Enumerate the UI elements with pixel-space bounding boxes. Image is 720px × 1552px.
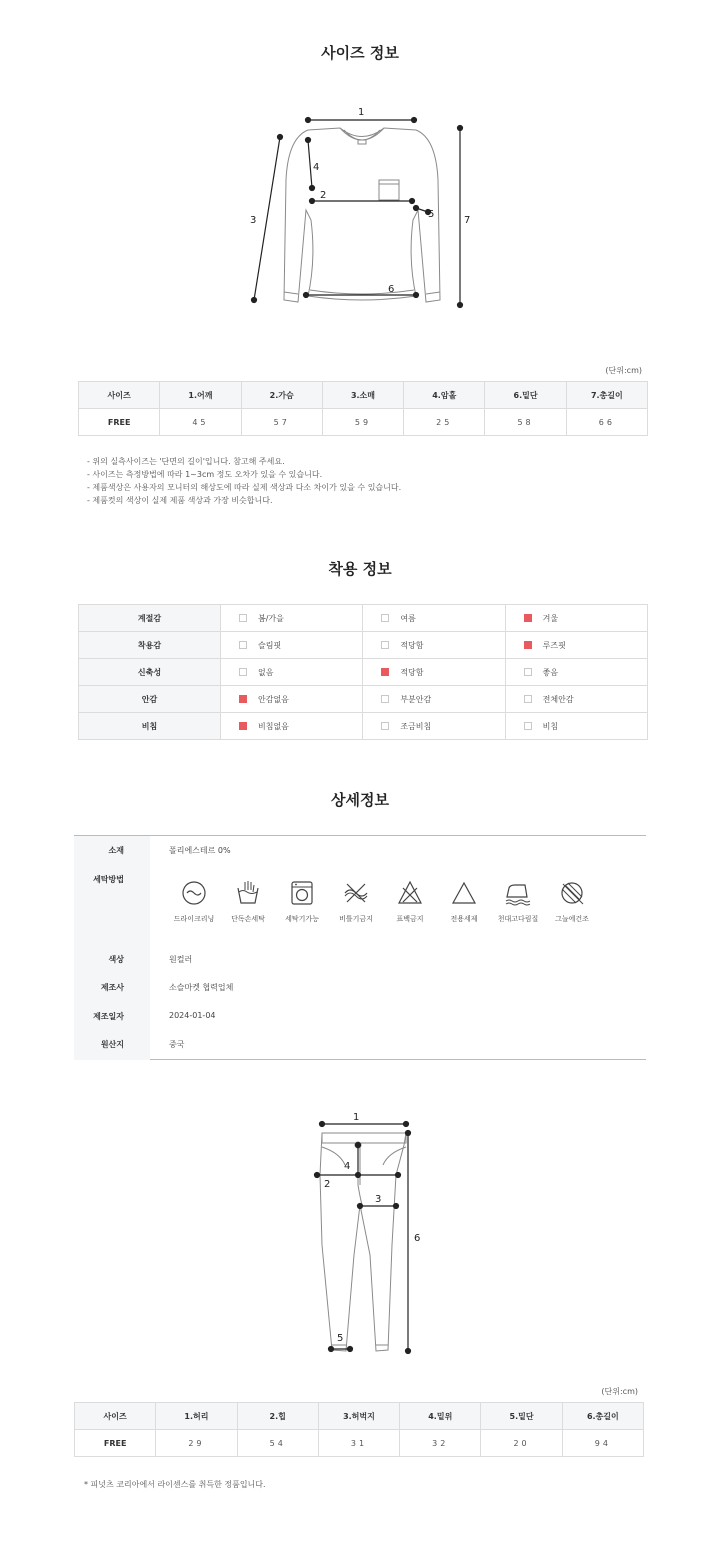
- checkbox-icon: [381, 722, 389, 730]
- license-footnote: * 피넛츠 코리아에서 라이센스를 취득한 정품입니다.: [84, 1480, 266, 1489]
- table-cell: 94: [562, 1430, 643, 1457]
- option-label: 전체안감: [542, 694, 574, 704]
- table-cell: 59: [322, 409, 403, 436]
- table-header-cell: 2.가슴: [241, 382, 322, 409]
- washing-machine-icon: [289, 880, 315, 906]
- table-cell: 25: [404, 409, 485, 436]
- fit-info-title: 착용 정보: [328, 560, 392, 578]
- wash-item-label: 천대고다림질: [497, 915, 539, 923]
- wash-item-label: 세탁기가능: [285, 915, 319, 923]
- fit-option: [221, 686, 363, 713]
- table-row: [75, 1430, 644, 1457]
- checkbox-checked-icon: [239, 695, 247, 703]
- hand-wash-icon: [235, 880, 261, 906]
- date-value: 2024-01-04: [169, 1011, 216, 1020]
- fit-option: [363, 632, 505, 659]
- fit-option: [363, 713, 505, 740]
- table-header-cell: 6.밑단: [485, 382, 566, 409]
- option-label: 적당함: [400, 667, 424, 677]
- table-header-cell: 6.총길이: [562, 1403, 643, 1430]
- detail-label-column: [74, 836, 150, 1060]
- wash-item: [330, 880, 382, 924]
- fit-option: [505, 605, 647, 632]
- wash-item: [222, 880, 274, 924]
- maker-label: 제조사: [100, 983, 124, 992]
- fit-row-fit: [79, 632, 648, 659]
- diagram-num-5: 5: [428, 209, 435, 220]
- fit-row-label: 신축성: [79, 659, 221, 686]
- fit-row-season: [79, 605, 648, 632]
- fit-row-lining: [79, 686, 648, 713]
- pants-num-6: 6: [414, 1233, 421, 1244]
- wash-item: [276, 880, 328, 924]
- fit-option: [505, 659, 647, 686]
- fit-option: [363, 605, 505, 632]
- wash-item: [384, 880, 436, 924]
- note-line: - 제품컷의 색상이 실제 제품 색상과 가장 비슷합니다.: [87, 496, 273, 505]
- checkbox-icon: [239, 614, 247, 622]
- table-header-row: [79, 382, 648, 409]
- shade-dry-icon: [559, 880, 585, 906]
- checkbox-checked-icon: [239, 722, 247, 730]
- top-size-table: [78, 381, 648, 436]
- material-value: 폴리에스테르 0%: [169, 846, 231, 855]
- option-label: 좋음: [542, 667, 559, 677]
- pants-num-2: 2: [324, 1179, 331, 1190]
- wash-item: [546, 880, 598, 924]
- option-label: 슬림핏: [258, 640, 282, 650]
- diagram-num-1: 1: [358, 107, 365, 118]
- table-header-cell: 사이즈: [79, 382, 160, 409]
- fit-option: [221, 605, 363, 632]
- checkbox-checked-icon: [524, 641, 532, 649]
- fit-row-sheer: [79, 713, 648, 740]
- diagram-num-3: 3: [250, 215, 257, 226]
- dry-clean-icon: [181, 880, 207, 906]
- wash-item: [438, 880, 490, 924]
- table-cell: FREE: [75, 1430, 156, 1457]
- table-cell: 58: [485, 409, 566, 436]
- pants-num-3: 3: [375, 1194, 382, 1205]
- detail-info-panel: [74, 835, 646, 1060]
- wash-item-label: 그늘에건조: [555, 915, 589, 923]
- fit-option: [221, 659, 363, 686]
- fit-option: [363, 686, 505, 713]
- tshirt-size-diagram: [240, 100, 480, 315]
- table-cell: 54: [237, 1430, 318, 1457]
- size-notes: [87, 455, 401, 507]
- option-label: 여름: [400, 613, 416, 623]
- pants-size-table: [74, 1402, 644, 1457]
- table-row: [79, 409, 648, 436]
- checkbox-icon: [524, 668, 532, 676]
- wash-item-label: 비틀기금지: [339, 915, 373, 923]
- size-unit-label: (단위:cm): [605, 366, 642, 375]
- size-info-title: 사이즈 정보: [321, 44, 399, 62]
- table-header-cell: 3.허벅지: [318, 1403, 399, 1430]
- material-label: 소재: [108, 846, 124, 855]
- table-header-cell: 사이즈: [75, 1403, 156, 1430]
- fit-option: [505, 632, 647, 659]
- fit-option: [221, 713, 363, 740]
- option-label: 비침없음: [258, 721, 289, 731]
- wash-item: [168, 880, 220, 924]
- fit-row-label: 비침: [79, 713, 221, 740]
- diagram-num-4: 4: [313, 162, 320, 173]
- table-cell: 66: [566, 409, 647, 436]
- color-value: 원컬러: [169, 955, 193, 964]
- table-cell: 31: [318, 1430, 399, 1457]
- table-header-cell: 1.허리: [156, 1403, 237, 1430]
- option-label: 봄/가을: [258, 613, 284, 623]
- fit-option: [505, 713, 647, 740]
- pants-num-1: 1: [353, 1112, 360, 1123]
- origin-label: 원산지: [100, 1040, 124, 1049]
- table-cell: 20: [481, 1430, 562, 1457]
- no-wring-icon: [343, 880, 369, 906]
- wash-item-label: 전용세제: [450, 915, 478, 923]
- option-label: 없음: [258, 667, 274, 677]
- table-cell: FREE: [79, 409, 160, 436]
- diagram-num-2: 2: [320, 190, 327, 201]
- neutral-detergent-icon: [451, 880, 477, 906]
- pants-num-5: 5: [337, 1333, 344, 1344]
- checkbox-icon: [239, 668, 247, 676]
- checkbox-checked-icon: [381, 668, 389, 676]
- table-header-cell: 1.어깨: [160, 382, 241, 409]
- table-cell: 57: [241, 409, 322, 436]
- table-header-row: [75, 1403, 644, 1430]
- wash-label: 세탁방법: [93, 875, 124, 884]
- iron-cloth-icon: [505, 880, 531, 906]
- checkbox-icon: [381, 614, 389, 622]
- note-line: - 제품색상은 사용자의 모니터의 해상도에 따라 실제 색상과 다소 차이가 있을 수 있습니다.: [87, 483, 402, 492]
- option-label: 부분안감: [400, 694, 432, 704]
- diagram-num-6: 6: [388, 284, 395, 295]
- maker-value: 소슬마켓 협력업체: [169, 983, 234, 992]
- fit-row-stretch: [79, 659, 648, 686]
- fit-info-table: [78, 604, 648, 740]
- checkbox-icon: [381, 695, 389, 703]
- fit-option: [363, 659, 505, 686]
- checkbox-checked-icon: [524, 614, 532, 622]
- pants-size-diagram: [300, 1105, 430, 1355]
- note-line: - 사이즈는 측정방법에 따라 1~3cm 정도 오차가 있을 수 있습니다.: [87, 470, 323, 479]
- table-header-cell: 3.소매: [322, 382, 403, 409]
- fit-option: [505, 686, 647, 713]
- checkbox-icon: [381, 641, 389, 649]
- option-label: 안감없음: [258, 694, 289, 704]
- option-label: 적당함: [400, 640, 424, 650]
- table-header-cell: 7.총길이: [566, 382, 647, 409]
- checkbox-icon: [239, 641, 247, 649]
- table-cell: 32: [400, 1430, 481, 1457]
- table-cell: 29: [156, 1430, 237, 1457]
- fit-row-label: 안감: [79, 686, 221, 713]
- fit-option: [221, 632, 363, 659]
- table-header-cell: 4.암홀: [404, 382, 485, 409]
- table-cell: 45: [160, 409, 241, 436]
- pants-unit-label: (단위:cm): [601, 1387, 638, 1396]
- checkbox-icon: [524, 695, 532, 703]
- option-label: 비침: [542, 721, 559, 731]
- diagram-num-7: 7: [464, 215, 471, 226]
- date-label: 제조일자: [93, 1012, 124, 1021]
- pants-num-4: 4: [344, 1161, 351, 1172]
- table-header-cell: 2.힙: [237, 1403, 318, 1430]
- fit-row-label: 착용감: [79, 632, 221, 659]
- color-label: 색상: [108, 955, 124, 964]
- origin-value: 중국: [169, 1040, 185, 1049]
- fit-row-label: 계절감: [79, 605, 221, 632]
- note-line: - 위의 실측사이즈는 '단면의 길이'입니다. 참고해 주세요.: [87, 457, 285, 466]
- option-label: 겨울: [542, 613, 559, 623]
- table-header-cell: 4.밑위: [400, 1403, 481, 1430]
- option-label: 조금비침: [400, 721, 432, 731]
- wash-item-label: 표백금지: [396, 915, 424, 923]
- wash-item-label: 드라이크리닝: [173, 915, 215, 923]
- checkbox-icon: [524, 722, 532, 730]
- wash-item: [492, 880, 544, 924]
- no-bleach-icon: [397, 880, 423, 906]
- table-header-cell: 5.밑단: [481, 1403, 562, 1430]
- detail-info-title: 상세정보: [331, 791, 389, 809]
- option-label: 루즈핏: [542, 640, 566, 650]
- wash-item-label: 단독손세탁: [231, 915, 265, 923]
